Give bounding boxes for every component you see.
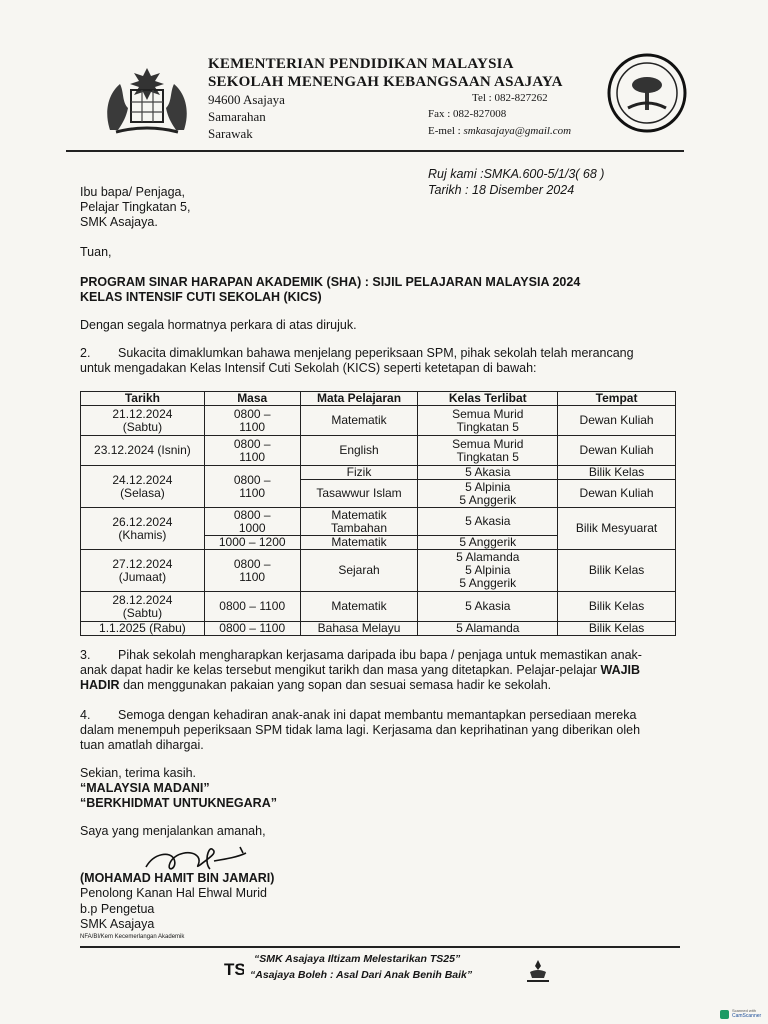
- time-start: 0800 –: [233, 436, 271, 451]
- ts25-logo-text: TS: [224, 960, 244, 979]
- class-line: Tingkatan 5: [456, 419, 519, 434]
- reference-number: Ruj kami :SMKA.600-5/1/3( 68 ): [428, 167, 605, 181]
- table-row: [81, 436, 676, 466]
- class-line: Semua Murid: [452, 436, 524, 451]
- paragraph-number: 3.: [80, 648, 91, 662]
- date: 21.12.2024: [112, 406, 173, 421]
- intro-text: Dengan segala hormatnya perkara di atas dirujuk.: [80, 318, 357, 332]
- date: 28.12.2024: [112, 592, 173, 607]
- email-address: smkasajaya@gmail.com: [463, 125, 572, 137]
- cell-tarikh: [81, 466, 205, 508]
- cell-tempat: Bilik Mesyuarat: [558, 508, 676, 550]
- cell-kelas: [418, 550, 558, 592]
- camscanner-brand: CamScanner: [732, 1013, 762, 1019]
- cell-tempat: Dewan Kuliah: [558, 436, 676, 466]
- address-line: Sarawak: [208, 126, 253, 141]
- cell-masa: [204, 466, 300, 508]
- class-line: 5 Alpinia: [465, 479, 511, 494]
- cell-masa: 1000 – 1200: [204, 536, 300, 550]
- cell-kelas: 5 Akasia: [418, 592, 558, 622]
- cell-tarikh: [81, 550, 205, 592]
- camscanner-icon: [720, 1010, 729, 1019]
- cell-kelas: 5 Akasia: [418, 466, 558, 480]
- cell-tempat: Bilik Kelas: [558, 550, 676, 592]
- table-row: [81, 622, 676, 636]
- recipient-line: SMK Asajaya.: [80, 215, 158, 229]
- emphasis-wajib: WAJIB: [600, 663, 641, 677]
- cell-tarikh: 23.12.2024 (Isnin): [81, 436, 205, 466]
- time-end: 1100: [239, 449, 266, 464]
- slogan: “MALAYSIA MADANI”: [80, 781, 210, 795]
- camscanner-text: Scanned with: [732, 1008, 757, 1013]
- salutation: Tuan,: [80, 245, 112, 259]
- camscanner-logo: [720, 1008, 766, 1022]
- closing-amanah: Saya yang menjalankan amanah,: [80, 824, 266, 838]
- cell-tempat: Dewan Kuliah: [558, 480, 676, 508]
- email-label: E-mel :: [428, 125, 461, 137]
- date: 24.12.2024: [112, 472, 173, 487]
- cell-subject: Fizik: [300, 466, 418, 480]
- paragraph-3-line: [80, 678, 551, 694]
- cell-kelas: 5 Anggerik: [418, 536, 558, 550]
- time-start: 0800 –: [233, 507, 271, 522]
- day: (Khamis): [118, 527, 167, 542]
- cell-tempat: Bilik Kelas: [558, 592, 676, 622]
- cell-masa: 0800 – 1100: [204, 622, 300, 636]
- fax: Fax : 082-827008: [428, 108, 507, 120]
- ts25-logo: [224, 956, 244, 980]
- table-row: [81, 550, 676, 592]
- school-crest: [606, 52, 688, 134]
- class-line: Semua Murid: [452, 406, 524, 421]
- time-start: 0800 –: [233, 556, 271, 571]
- malaysia-coat-of-arms: [98, 62, 196, 140]
- header-mata-pelajaran: Mata Pelajaran: [300, 392, 418, 406]
- footer-slogan: “Asajaya Boleh : Asal Dari Anak Benih Baik”: [250, 969, 473, 981]
- signatory-name: (MOHAMAD HAMIT BIN JAMARI): [80, 871, 275, 885]
- paragraph-3-line: [80, 663, 640, 679]
- table-header-row: [81, 392, 676, 406]
- day: (Sabtu): [122, 419, 163, 434]
- cell-tempat: Bilik Kelas: [558, 622, 676, 636]
- paragraph-3-line: Pihak sekolah mengharapkan kerjasama daripada ibu bapa / penjaga untuk memastikan anak-: [118, 648, 642, 662]
- class-line: 5 Anggerik: [459, 492, 517, 507]
- recipient-line: Pelajar Tingkatan 5,: [80, 200, 191, 214]
- paragraph-number: 4.: [80, 708, 91, 722]
- cell-tarikh: [81, 508, 205, 550]
- address-line: 94600 Asajaya: [208, 92, 285, 107]
- header-masa: Masa: [204, 392, 300, 406]
- cell-masa: [204, 436, 300, 466]
- cell-tarikh: [81, 592, 205, 622]
- cell-kelas: 5 Alamanda: [418, 622, 558, 636]
- day: (Sabtu): [122, 605, 163, 620]
- closing-thanks: Sekian, terima kasih.: [80, 766, 197, 780]
- table-row: [81, 466, 676, 480]
- recipient-line: Ibu bapa/ Penjaga,: [80, 185, 185, 199]
- letterhead-divider: [66, 150, 684, 152]
- class-line: 5 Alpinia: [465, 563, 511, 577]
- time-start: 0800 –: [233, 472, 271, 487]
- cell-masa: [204, 550, 300, 592]
- cell-masa: [204, 508, 300, 536]
- schedule-table: [80, 391, 676, 636]
- paragraph-4-line: tuan amatlah dihargai.: [80, 738, 204, 752]
- time-end: 1100: [239, 485, 266, 500]
- header-kelas-terlibat: Kelas Terlibat: [418, 392, 558, 406]
- address-line: Samarahan: [208, 109, 266, 124]
- school-name: SEKOLAH MENENGAH KEBANGSAAN ASAJAYA: [208, 74, 563, 90]
- subject-line: KELAS INTENSIF CUTI SEKOLAH (KICS): [80, 290, 322, 304]
- paragraph-4-line: Semoga dengan kehadiran anak-anak ini dapat membantu memantapkan persediaan mereka: [118, 708, 637, 722]
- footer-divider: [80, 946, 680, 948]
- signatory-school: SMK Asajaya: [80, 917, 155, 931]
- cell-kelas: [418, 480, 558, 508]
- paragraph-2-line: untuk mengadakan Kelas Intensif Cuti Sekolah (KICS) seperti ketetapan di bawah:: [80, 361, 537, 375]
- cell-subject: Matematik: [300, 536, 418, 550]
- cell-kelas: [418, 406, 558, 436]
- cell-tarikh: 1.1.2025 (Rabu): [81, 622, 205, 636]
- subject-line: PROGRAM SINAR HARAPAN AKADEMIK (SHA) : SIJIL PELAJARAN MALAYSIA 2024: [80, 275, 581, 289]
- email-line: [428, 123, 571, 139]
- cell-masa: 0800 – 1100: [204, 592, 300, 622]
- table-row: [81, 592, 676, 622]
- time-end: 1100: [239, 569, 266, 584]
- footer-emblem: [525, 958, 551, 984]
- slogan: “BERKHIDMAT UNTUKNEGARA”: [80, 796, 277, 810]
- signatory-bp: b.p Pengetua: [80, 902, 155, 916]
- paragraph-4-line: dalam menempuh peperiksaan SPM tidak lama lagi. Kerjasama dan keprihatinan yang diberikan oleh: [80, 723, 641, 737]
- cell-subject: [300, 508, 418, 536]
- cell-kelas: 5 Akasia: [418, 508, 558, 536]
- cell-kelas: [418, 436, 558, 466]
- cell-subject: Tasawwur Islam: [300, 480, 418, 508]
- time-end: 1100: [239, 419, 266, 434]
- class-line: 5 Anggerik: [459, 576, 517, 590]
- date: 26.12.2024: [112, 514, 173, 529]
- telephone: Tel : 082-827262: [472, 92, 548, 104]
- paragraph-text: dan menggunakan pakaian yang sopan dan sesuai semasa hadir ke sekolah.: [123, 678, 552, 692]
- cell-subject: Sejarah: [300, 550, 418, 592]
- signatory-title: Penolong Kanan Hal Ehwal Murid: [80, 886, 267, 900]
- cell-tempat: Bilik Kelas: [558, 466, 676, 480]
- day: (Selasa): [120, 485, 165, 500]
- class-line: Tingkatan 5: [456, 449, 519, 464]
- time-start: 0800 –: [233, 406, 271, 421]
- footer-slogan: “SMK Asajaya Iltizam Melestarikan TS25”: [254, 953, 461, 965]
- cell-subject: Matematik: [300, 592, 418, 622]
- cell-masa: [204, 406, 300, 436]
- paragraph-2-line: Sukacita dimaklumkan bahawa menjelang peperiksaan SPM, pihak sekolah telah merancang: [118, 346, 634, 360]
- subject-line: Tambahan: [330, 520, 388, 535]
- header-tarikh: Tarikh: [81, 392, 205, 406]
- cell-tarikh: [81, 406, 205, 436]
- time-end: 1000: [238, 520, 266, 535]
- file-reference: NFA/BI/Kem Kecemerlangan Akademik: [80, 934, 185, 940]
- paragraph-number: 2.: [80, 346, 91, 360]
- cell-subject: Matematik: [300, 406, 418, 436]
- header-tempat: Tempat: [558, 392, 676, 406]
- class-line: 5 Alamanda: [456, 550, 520, 564]
- ministry-name: KEMENTERIAN PENDIDIKAN MALAYSIA: [208, 56, 514, 72]
- cell-subject: Bahasa Melayu: [300, 622, 418, 636]
- subject-line: Matematik: [331, 507, 387, 522]
- table-row: [81, 406, 676, 436]
- cell-subject: English: [300, 436, 418, 466]
- table-row: [81, 508, 676, 536]
- cell-tempat: Dewan Kuliah: [558, 406, 676, 436]
- emphasis-hadir: HADIR: [80, 678, 120, 692]
- paragraph-text: anak dapat hadir ke kelas tersebut mengikut tarikh dan masa yang ditetapkan. Pelajar-pelajar: [80, 663, 597, 677]
- day: (Jumaat): [118, 569, 167, 584]
- reference-date: Tarikh : 18 Disember 2024: [428, 183, 575, 197]
- date: 27.12.2024: [112, 556, 173, 571]
